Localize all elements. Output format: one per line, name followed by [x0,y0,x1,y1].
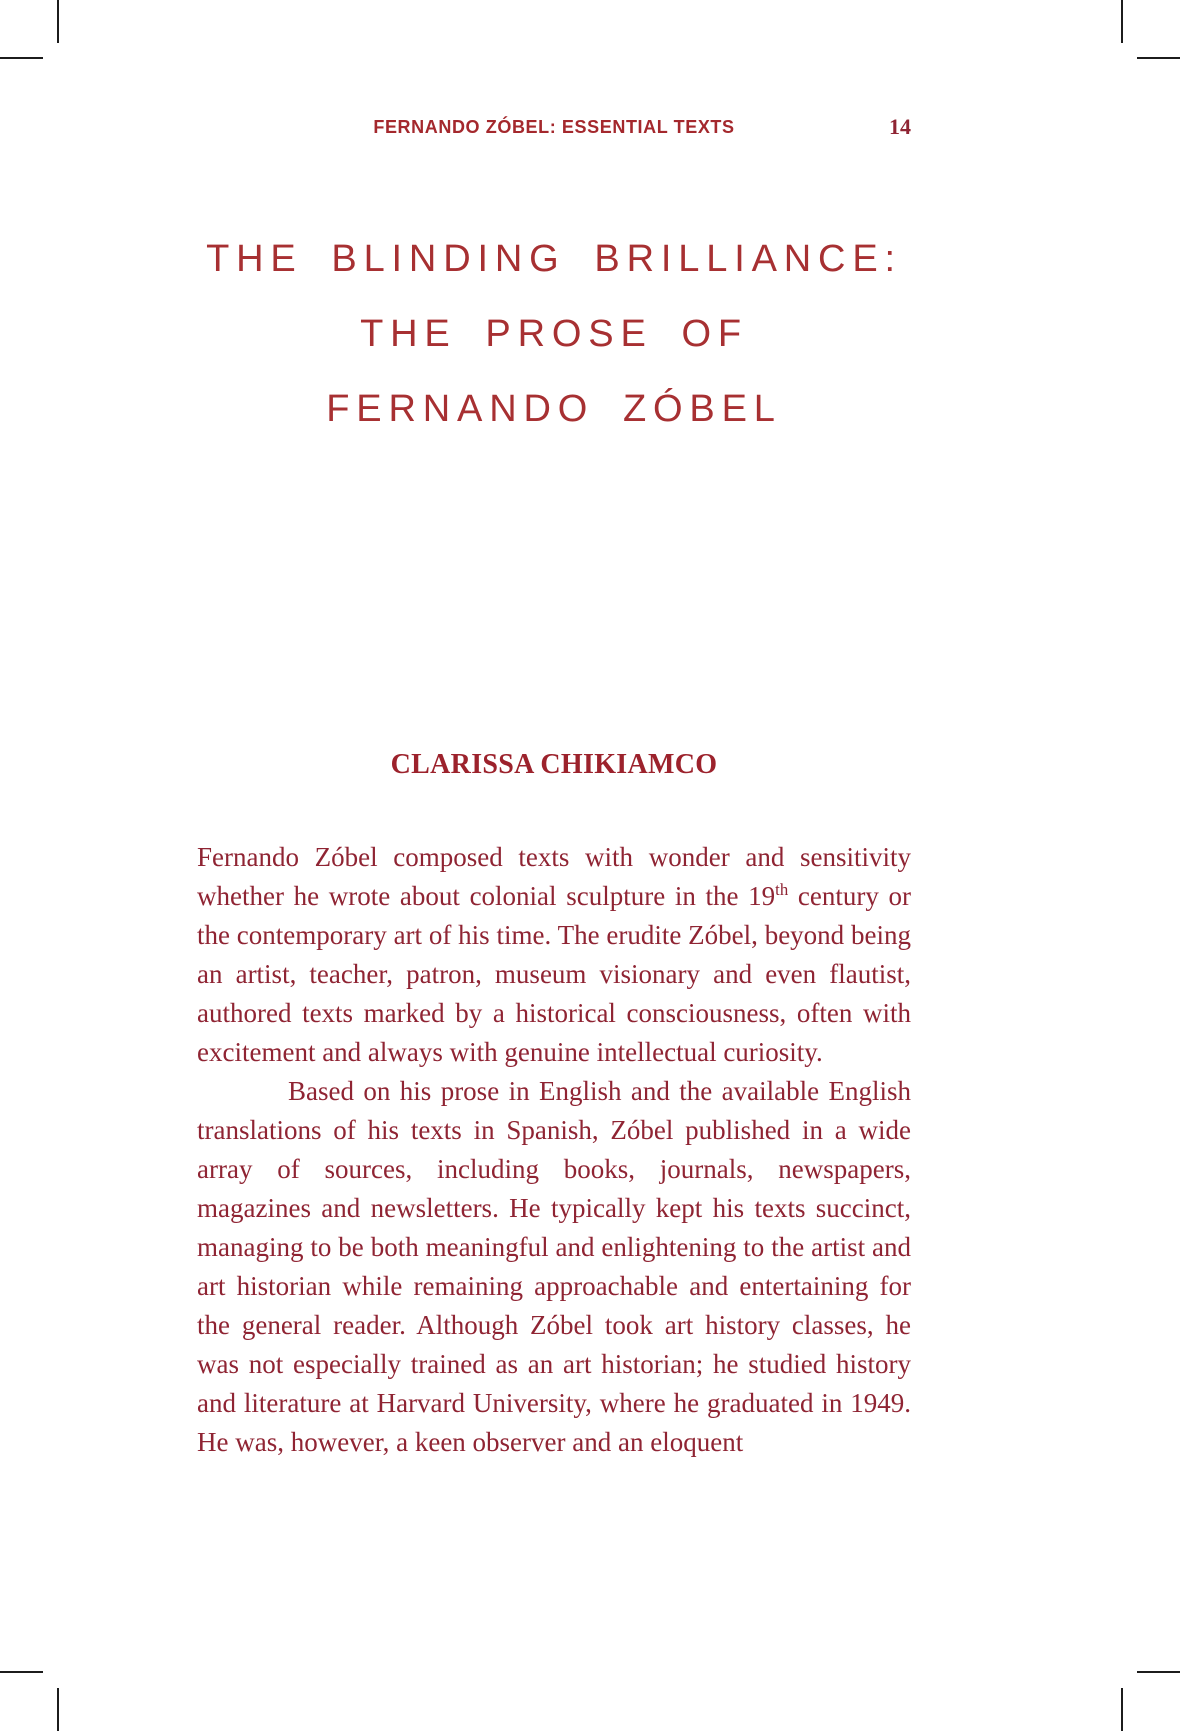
page-number: 14 [889,114,911,139]
body-paragraph-2: Based on his prose in English and the available English translations of his texts in Spanish, Zóbel published in a wide array of sources, including books, journals, newspapers, magazines and newsletters. He typically kept his texts succinct, managing to be both meaningful and enlightening to the artist and art historian while remaining approachable and entertaining for the general reader. Although Zóbel took art history classes, he was not especially trained as an art historian; he studied history and literature at Harvard University, where he graduated in 1949. He was, however, a keen observer and an eloquent [197,1076,911,1457]
crop-mark-bottom-right-horizontal [1137,1671,1180,1673]
chapter-title-line-2: THE PROSE OF [360,313,748,355]
paragraph-1-text-continued: century or the contemporary art of his time. The erudite Zóbel, beyond being an artist, teacher, patron, museum visionary and even flautist, authored texts marked by a historical consciousness, often with excitement and always with genuine intellectual curiosity. [197,881,911,1067]
crop-mark-bottom-right-vertical [1121,1688,1123,1731]
running-head: FERNANDO ZÓBEL: ESSENTIAL TEXTS [373,117,735,137]
crop-mark-top-right-horizontal [1137,57,1180,59]
body-paragraph-1 [197,838,911,1072]
paragraph-1-text: Fernando Zóbel composed texts with wonder and sensitivity whether he wrote about colonial sculpture in the 19 [197,842,911,911]
crop-mark-top-left-vertical [57,0,59,43]
author-byline: CLARISSA CHIKIAMCO [390,749,718,780]
crop-mark-bottom-left-horizontal [0,1671,43,1673]
crop-mark-top-left-horizontal [0,57,43,59]
chapter-title-line-3: FERNANDO ZÓBEL [326,388,782,430]
crop-mark-bottom-left-vertical [57,1688,59,1731]
ordinal-superscript: th [775,880,789,899]
chapter-title-line-1: THE BLINDING BRILLIANCE: [206,238,902,280]
text-column [197,0,911,1731]
body-text [197,838,911,1462]
chapter-title [167,222,941,447]
crop-mark-top-right-vertical [1121,0,1123,43]
